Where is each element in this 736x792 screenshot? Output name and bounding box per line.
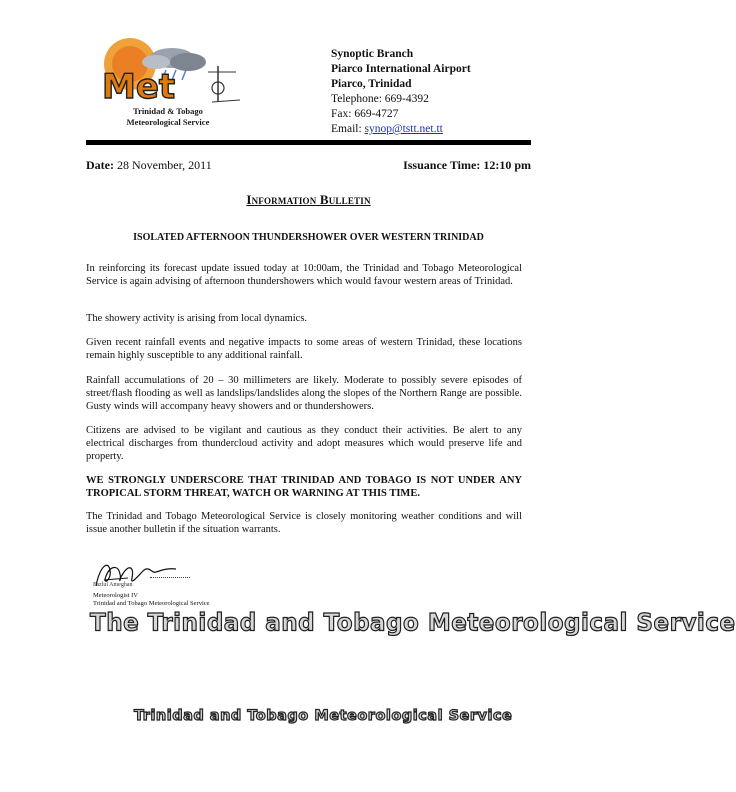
fax: Fax: 669-4727 bbox=[331, 108, 399, 120]
email-link[interactable]: synop@tstt.net.tt bbox=[364, 123, 443, 135]
date-value: 28 November, 2011 bbox=[113, 158, 212, 172]
issuance-time: Issuance Time: 12:10 pm bbox=[403, 158, 531, 172]
date-line bbox=[86, 158, 531, 173]
watermark-large: The Trinidad and Tobago Meteorological Service bbox=[90, 609, 736, 637]
paragraph-1: In reinforcing its forecast update issued today at 10:00am, the Trinidad and Tobago Meteorological Service is again advising of afternoon thundershowers which would favour western areas of Trinidad. bbox=[86, 263, 522, 287]
signature-image bbox=[90, 556, 180, 596]
signatory-title-line1: Meteorologist IV bbox=[93, 592, 138, 599]
contact-block bbox=[331, 47, 471, 137]
airport-name: Piarco International Airport bbox=[331, 63, 471, 75]
paragraph-3: Given recent rainfall events and negative impacts to some areas of western Trinidad, these locations remain highly susceptible to any additional rainfall. bbox=[86, 337, 522, 361]
signatory-name: Fazlul Ameghan bbox=[93, 582, 133, 588]
paragraph-6-emphasis: WE STRONGLY UNDERSCORE THAT TRINIDAD AND TOBAGO IS NOT UNDER ANY TROPICAL STORM THREAT, WATCH OR WARNING AT THIS TIME. bbox=[86, 475, 522, 499]
email-label: Email: bbox=[331, 123, 365, 135]
location: Piarco, Trinidad bbox=[331, 78, 412, 90]
telephone: Telephone: 669-4392 bbox=[331, 93, 429, 105]
logo-caption-line1: Trinidad & Tobago bbox=[133, 106, 203, 116]
logo-caption bbox=[98, 106, 238, 128]
paragraph-7: The Trinidad and Tobago Meteorological Service is closely monitoring weather conditions and will issue another bulletin if the situation warrants. bbox=[86, 511, 522, 535]
bulletin-subtitle: ISOLATED AFTERNOON THUNDERSHOWER OVER WESTERN TRINIDAD bbox=[133, 232, 484, 243]
paragraph-5: Citizens are advised to be vigilant and cautious as they conduct their activities. Be alert to any electrical discharges from thundercloud activity and adopt measures which would preserve life and property. bbox=[86, 425, 522, 462]
signatory-title bbox=[93, 592, 210, 608]
logo-caption-line2: Meteorological Service bbox=[126, 117, 210, 127]
logo-wordmark: Met bbox=[102, 67, 176, 107]
watermark-small: Trinidad and Tobago Meteorological Service bbox=[134, 708, 513, 724]
paragraph-4: Rainfall accumulations of 20 – 30 millimeters are likely. Moderate to possibly severe episodes of street/flash flooding as well as landslips/landslides along the slopes of the Northern Range are possible. Gusty winds will accompany heavy showers and or thundershowers. bbox=[86, 375, 522, 412]
date-label: Date: bbox=[86, 158, 114, 172]
header-rule bbox=[86, 140, 531, 145]
signature-line bbox=[150, 577, 190, 578]
branch-name: Synoptic Branch bbox=[331, 48, 414, 60]
bulletin-title: Information Bulletin bbox=[246, 192, 371, 207]
signatory-title-line2: Trinidad and Tobago Meteorological Service bbox=[93, 600, 210, 607]
paragraph-2: The showery activity is arising from local dynamics. bbox=[86, 313, 308, 324]
email-line bbox=[331, 122, 471, 137]
